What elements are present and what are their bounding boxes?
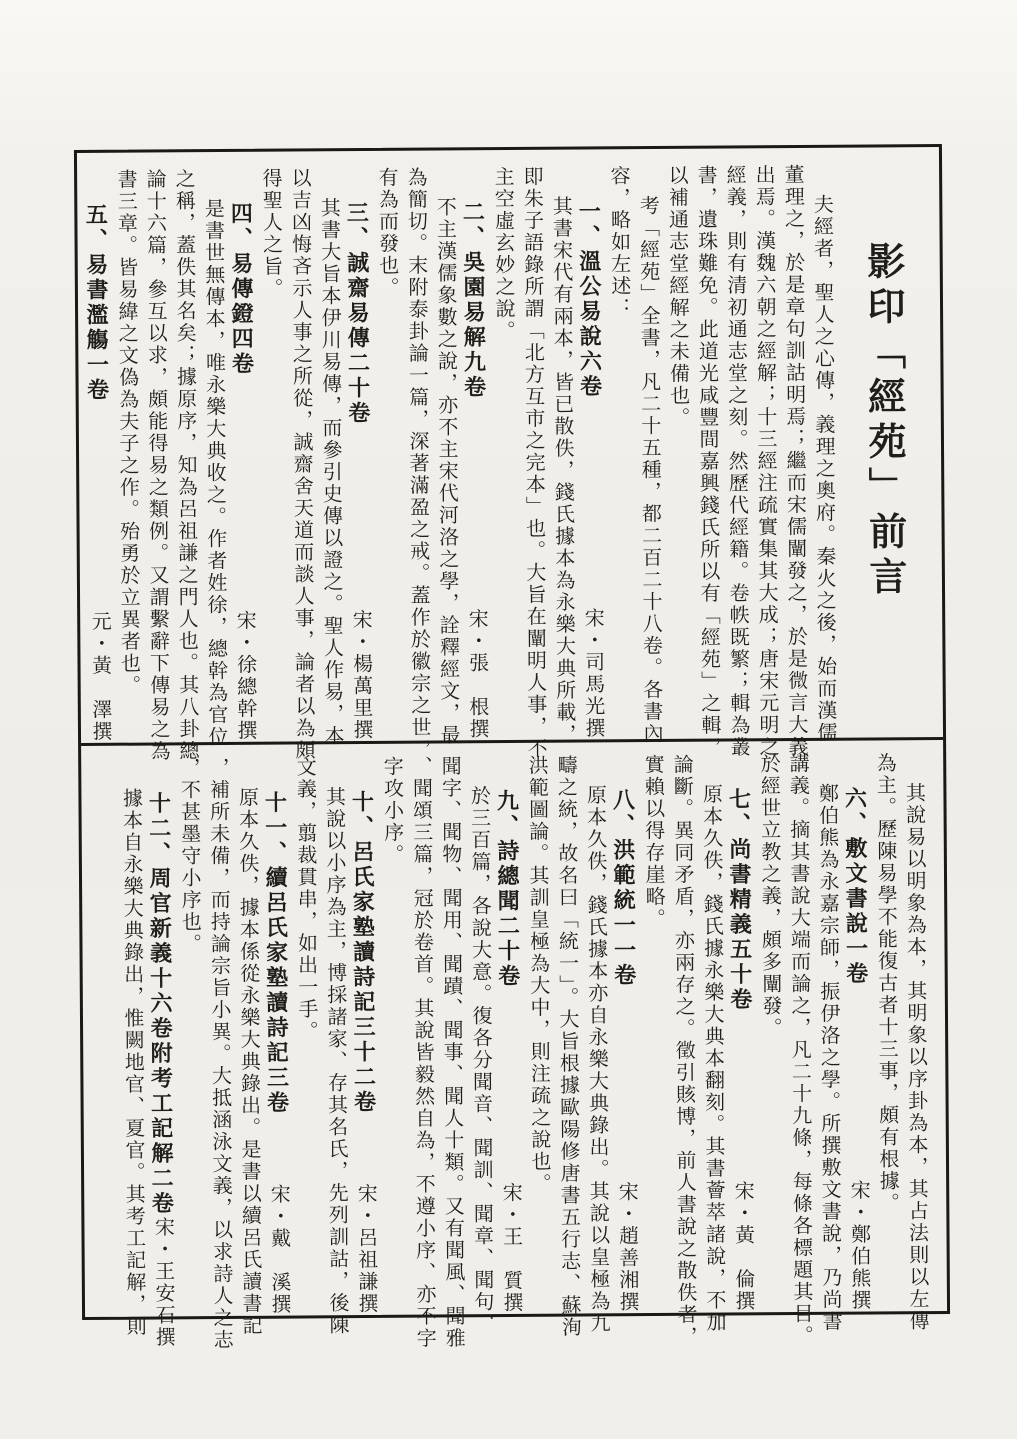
text-column: ，不甚墨守小序也。 xyxy=(177,757,201,956)
text-column: 之稱，蓋佚其名矣；據原序，知為呂祖謙之門人也。其八卦總 xyxy=(172,168,199,763)
text-column: 有為而發也。 xyxy=(375,166,398,299)
text-column: 其說以小序為主，博採諸家、存其名氏，先列訓詁，後陳 xyxy=(322,786,349,1337)
section-heading: 九、詩總聞二十卷 xyxy=(494,788,521,990)
text-column: 為主。歷陳易學不能復古者十三事，頗有根據。 xyxy=(873,752,899,1215)
text-column: 出焉。漢魏六朝之經解；十三經注疏實集其大成；唐宋元明之 xyxy=(752,164,779,759)
text-column: 講義。摘其書說大端而論之，凡二十九條，每條各標題其目。 xyxy=(786,752,813,1348)
text-column: 其說易以明象為本，其明象以序卦為本，其占法則以左傳 xyxy=(902,782,929,1333)
section-author: 宋・戴 溪撰 xyxy=(267,1183,291,1316)
section-author: 宋・張 根撰 xyxy=(465,608,489,741)
section-author: 元・黃 澤撰 xyxy=(88,610,112,743)
section-author: 宋・徐總幹撰 xyxy=(233,609,257,742)
text-column: 字攻小序。 xyxy=(380,755,403,866)
section-author: 宋・楊萬里撰 xyxy=(349,608,373,742)
section-heading: 七、尚書精義五十卷 xyxy=(726,787,753,1013)
text-column: 為簡切。末附泰卦論一篇，深著滿盈之戒。蓋作於徽宗之世， xyxy=(404,166,431,761)
text-column: 、聞頌三篇，冠於卷首。其說皆毅然自為，不遵小序、亦不字 xyxy=(409,755,436,1350)
section-heading-column xyxy=(144,757,177,1349)
section-heading-column xyxy=(574,165,607,739)
text-column: 聞字、聞物、聞用、聞蹟、聞事、聞人十類。又有聞風、聞雅 xyxy=(438,755,465,1350)
section-author: 宋・趙善湘撰 xyxy=(615,1181,639,1314)
text-column: 書三章。皆易緯之文偽為夫子之作。殆勇於立異者也。 xyxy=(114,168,140,697)
text-column: 不主漢儒象數之說，亦不主宋代河洛之學，詮釋經文，最 xyxy=(433,196,460,747)
text-column: ，補所未備，而持論宗旨小異。大抵涵泳文義，以求詩人之志 xyxy=(206,756,233,1352)
page-title: 影印「經苑」前言 xyxy=(860,241,906,602)
text-column: 得聖人之旨。 xyxy=(259,167,282,300)
text-column: 考「經苑」全書，凡二十五種，都二百二十八卷。各書內 xyxy=(636,194,663,746)
section-heading-column xyxy=(226,168,259,742)
section-heading: 十、呂氏家塾讀詩記三十二卷 xyxy=(349,789,377,1116)
text-column: 於三百篇，各說大意。復各分聞音、聞訓、聞章、聞句、 xyxy=(467,785,494,1336)
text-column: 於經世立教之義，頗多闡發。 xyxy=(757,753,782,1040)
section-author: 宋・司馬光撰 xyxy=(581,607,605,740)
section-heading: 三、誠齋易傳二十卷 xyxy=(344,200,371,427)
section-heading-column xyxy=(342,167,375,741)
section-heading-column xyxy=(260,757,293,1316)
section-heading-column xyxy=(347,756,380,1315)
text-column: 疇之統，故名曰「統一」。大旨根據歐陽修唐書五行志、蘇洵 xyxy=(554,754,581,1339)
section-author: 宋・鄭伯熊撰 xyxy=(847,1179,871,1312)
section-heading-column xyxy=(608,754,641,1313)
section-heading: 一、溫公易說六卷 xyxy=(576,199,603,400)
section-heading-column xyxy=(724,753,757,1312)
text-column: 董理之，於是章句訓詁明焉；繼而宋儒闡發之，於是微言大義 xyxy=(781,163,808,759)
text-column: 原本久佚，錢氏據本亦自永樂大典錄出。其說以皇極為九 xyxy=(583,784,610,1335)
page-frame xyxy=(74,144,950,1352)
section-heading: 十二、周官新義十六卷附考工記解二卷 xyxy=(146,791,175,1217)
section-heading-column xyxy=(492,755,525,1314)
text-column: 書，遺珠難免。此道光咸豐間嘉興錢氏所以有「經苑」之輯， xyxy=(694,164,721,759)
text-column: 鄭伯熊為永嘉宗師，振伊洛之學。所撰敷文書說，乃尚書 xyxy=(815,782,842,1333)
section-heading: 四、易傳鐙四卷 xyxy=(228,201,255,377)
text-column: 據本自永樂大典錄出，惟闕地官、夏官。其考工記解，則 xyxy=(119,787,146,1338)
section-author: 宋・王 質撰 xyxy=(499,1181,523,1315)
text-column: 洪範圖論。其訓皇極為大中，則注疏之說也。 xyxy=(525,754,551,1195)
text-column: 以吉凶悔吝示人事之所從，誠齋舍天道而談人事，論者以為頗 xyxy=(288,167,315,762)
text-column: 論十六篇，參互以求，頗能得易之類例。又謂繫辭下傳易之為 xyxy=(143,168,170,763)
text-column: 原本久佚，錢氏據永樂大典本翻刻。其書薈萃諸說，不加 xyxy=(699,783,726,1334)
text-column: 即朱子語錄所謂「北方互市之完本」也。大旨在闡明人事，不 xyxy=(520,165,547,760)
section-author: 宋・呂祖謙撰 xyxy=(354,1182,378,1316)
section-author: 宋・黃 倫撰 xyxy=(731,1180,755,1313)
section-heading: 六、敷文書說一卷 xyxy=(842,786,869,987)
text-column: 原本久佚，據本係從永樂大典錄出。是書以續呂氏讀書記 xyxy=(235,786,262,1337)
text-column: 夫經者，聖人之心傳，義理之奧府。秦火之後，始而漢儒 xyxy=(810,193,837,744)
text-column: 經義，則有清初通志堂之刻。然歷代經籍。卷帙既繁；輯為叢 xyxy=(723,164,750,759)
text-column: 實賴以得存崖略。 xyxy=(641,753,665,931)
section-heading: 五、易書濫觴一卷 xyxy=(83,202,110,403)
text-column: 其書大旨本伊川易傳，而參引史傳以證之。聖人作易，本 xyxy=(317,197,344,748)
section-heading: 二、吳園易解九卷 xyxy=(460,200,487,401)
section-heading: 八、洪範統一一卷 xyxy=(610,788,637,989)
text-column: 以補通志堂經解之未備也。 xyxy=(665,164,689,429)
section-heading-column xyxy=(458,166,491,740)
section-author: 宋・王安石撰 xyxy=(151,1216,175,1349)
section-heading-column xyxy=(81,169,114,743)
top-section xyxy=(77,147,943,763)
text-column: 主空虛玄妙之說。 xyxy=(491,165,515,343)
section-heading: 十一、續呂氏家塾讀詩記三卷 xyxy=(262,790,290,1116)
bottom-section xyxy=(81,737,947,1352)
text-column: 是書世無傳本，唯永樂大典收之。作者姓徐，總幹為官位 xyxy=(201,198,228,749)
text-column: 文義，翦裁貫串，如出一手。 xyxy=(293,756,318,1043)
text-column: 其書宋代有兩本，皆已散佚，錢氏據本為永樂大典所載， xyxy=(549,195,576,746)
text-column: 論斷。異同矛盾，亦兩存之。徵引賅博，前人書說之散佚者， xyxy=(670,753,697,1348)
section-heading-column xyxy=(840,753,873,1312)
text-column: 容，略如左述： xyxy=(607,165,631,320)
